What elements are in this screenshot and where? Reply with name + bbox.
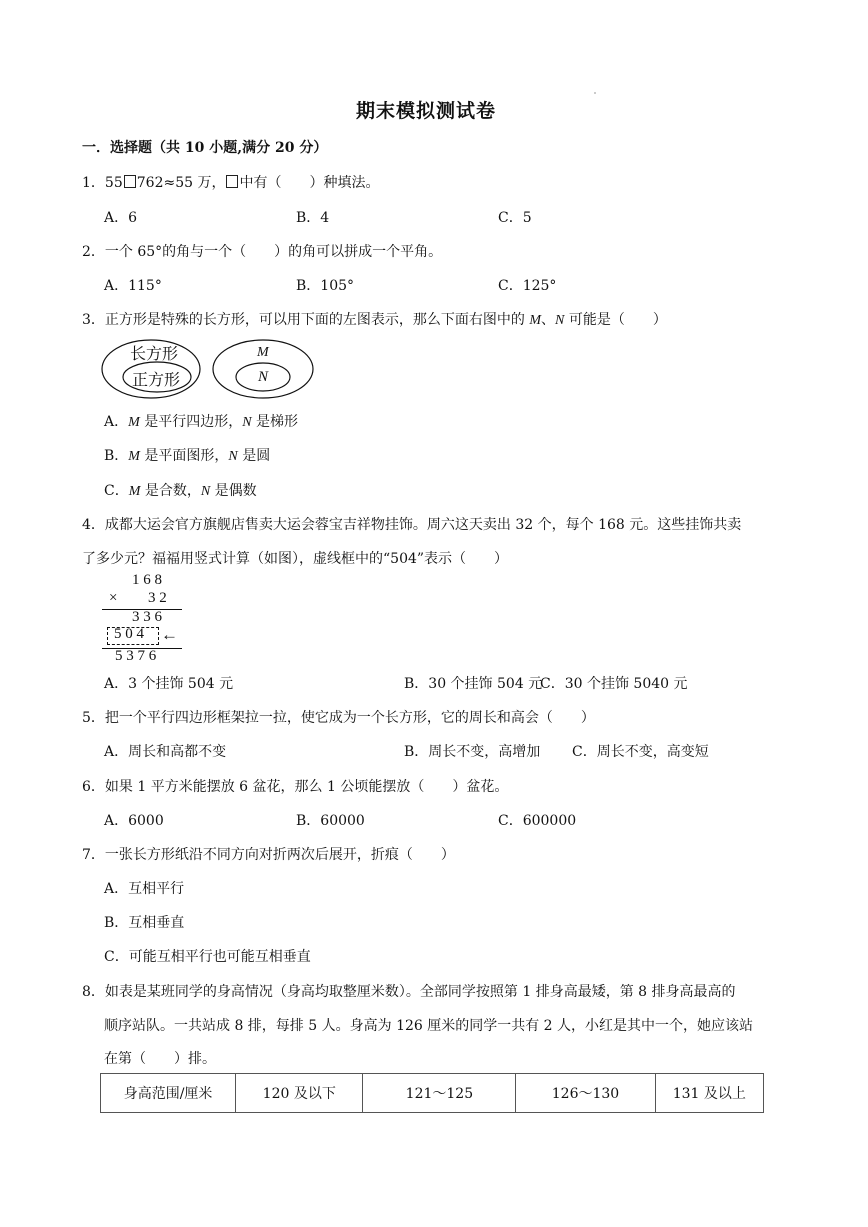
option-b[interactable]: B．30 个挂饰 504 元 <box>404 676 543 692</box>
question-text: 中有（ ）种填法。 <box>239 175 380 191</box>
option-a[interactable]: A．互相平行 <box>104 881 185 897</box>
venn-label-square: 正方形 <box>132 370 181 389</box>
question-text: 可能是（ ） <box>564 312 667 328</box>
calc-multiply-sign: × <box>109 590 118 606</box>
var-m: M <box>529 313 542 328</box>
question-text: 把一个平行四边形框架拉一拉，使它成为一个长方形，它的周长和高会（ ） <box>104 710 595 726</box>
calc-row-5: 5 3 7 6 <box>115 648 157 664</box>
option-b[interactable] <box>104 445 270 465</box>
question-4-line2: 了多少元？福福用竖式计算（如图），虚线框中的“504”表示（ ） <box>82 551 509 567</box>
question-text: 一张长方形纸沿不同方向对折两次后展开，折痕（ ） <box>104 847 455 863</box>
table-cell: 121～125 <box>363 1074 516 1113</box>
question-text: 如果 1 平方米能摆放 6 盆花，那么 1 公顷能摆放（ ）盆花。 <box>104 779 509 795</box>
option-a[interactable]: A．6000 <box>104 813 164 829</box>
venn-label-rectangle: 长方形 <box>130 344 179 363</box>
option-prefix: C． <box>104 483 129 499</box>
question-4 <box>82 514 741 534</box>
question-text: 成都大运会官方旗舰店售卖大运会蓉宝吉祥物挂饰。周六这天卖出 32 个，每个 168 元。这些挂饰共卖 <box>104 517 742 533</box>
option-a[interactable] <box>104 411 298 431</box>
option-text: 是合数， <box>140 483 201 499</box>
table-row <box>101 1074 764 1113</box>
question-number: 3． <box>82 312 105 328</box>
question-7 <box>82 844 455 864</box>
option-text: 是偶数 <box>210 483 257 499</box>
question-number: 8． <box>82 984 105 1000</box>
venn-label-n: N <box>258 369 269 385</box>
var-n: N <box>555 313 565 328</box>
option-text: 是平面图形， <box>139 448 229 464</box>
var-m: M <box>128 415 140 430</box>
table-cell: 126～130 <box>516 1074 655 1113</box>
option-b[interactable]: B．4 <box>296 210 330 226</box>
vertical-calculation <box>100 572 210 672</box>
var-m: M <box>128 484 141 499</box>
option-c[interactable]: C．125° <box>498 278 557 294</box>
height-table <box>100 1073 764 1113</box>
option-b[interactable]: B．周长不变，高增加 <box>404 744 541 760</box>
question-text: 如表是某班同学的身高情况（身高均取整厘米数）。全部同学按照第 1 排身高最矮，第 8 排身高最高的 <box>104 984 736 1000</box>
table-cell: 120 及以下 <box>236 1074 363 1113</box>
option-a[interactable]: A．115° <box>104 278 162 294</box>
question-6 <box>82 776 508 796</box>
question-number: 6． <box>82 779 105 795</box>
calc-row-1: 1 6 8 <box>132 572 162 588</box>
option-a[interactable]: A．周长和高都不变 <box>104 744 227 760</box>
option-c[interactable]: C．5 <box>498 210 532 226</box>
option-text: 是圆 <box>237 448 271 464</box>
question-8-line2: 顺序站队。一共站成 8 排，每排 5 人。身高为 126 厘米的同学一共有 2 人，小红是其中一个，她应该站 <box>104 1018 754 1034</box>
table-cell: 131 及以上 <box>655 1074 763 1113</box>
blank-box-icon <box>226 175 238 188</box>
option-b[interactable]: B．105° <box>296 278 355 294</box>
option-text: 是平行四边形， <box>139 414 243 430</box>
var-m: M <box>128 449 140 464</box>
venn-label-m: M <box>257 345 269 360</box>
question-number: 4． <box>82 517 105 533</box>
calc-row-3: 3 3 6 <box>132 609 162 625</box>
calc-row-4: 5 0 4 <box>114 626 144 642</box>
question-number: 7． <box>82 847 105 863</box>
question-text: 一个 65°的角与一个（ ）的角可以拼成一个平角。 <box>104 244 443 260</box>
option-c[interactable]: C．周长不变，高变短 <box>572 744 709 760</box>
option-b[interactable]: B．互相垂直 <box>104 915 185 931</box>
table-cell: 身高范围/厘米 <box>101 1074 236 1113</box>
option-a[interactable]: A．3 个挂饰 504 元 <box>104 676 234 692</box>
page-title: 期末模拟测试卷 <box>356 100 497 122</box>
option-prefix: B． <box>104 448 129 464</box>
question-text: 762≈55 万， <box>136 175 226 191</box>
option-c[interactable]: C．600000 <box>498 813 577 829</box>
question-number: 5． <box>82 710 105 726</box>
question-2 <box>82 241 442 261</box>
scan-dot <box>594 92 596 94</box>
option-c[interactable] <box>104 480 257 500</box>
option-text: 是梯形 <box>251 414 299 430</box>
question-number: 2． <box>82 244 105 260</box>
question-3 <box>82 309 667 329</box>
option-prefix: A． <box>104 414 129 430</box>
option-c[interactable]: C．可能互相平行也可能互相垂直 <box>104 949 311 965</box>
question-8-line3: 在第（ ）排。 <box>104 1051 216 1067</box>
question-number: 1． <box>82 175 105 191</box>
section-heading: 一．选择题（共 10 小题,满分 20 分） <box>82 140 328 156</box>
arrow-left-icon: ← <box>161 625 178 644</box>
question-text: 正方形是特殊的长方形，可以用下面的左图表示，那么下面右图中的 <box>104 312 530 328</box>
calc-row-2: 3 2 <box>148 590 167 606</box>
var-n: N <box>242 415 252 430</box>
question-1 <box>82 172 379 192</box>
option-a[interactable]: A．6 <box>104 210 138 226</box>
option-c[interactable]: C．30 个挂饰 5040 元 <box>540 676 688 692</box>
var-n: N <box>228 449 238 464</box>
blank-box-icon <box>124 175 136 188</box>
question-5 <box>82 707 595 727</box>
question-text: 55 <box>104 175 123 191</box>
var-n: N <box>200 484 211 499</box>
question-8 <box>82 981 736 1001</box>
separator: 、 <box>541 312 556 328</box>
option-b[interactable]: B．60000 <box>296 813 365 829</box>
